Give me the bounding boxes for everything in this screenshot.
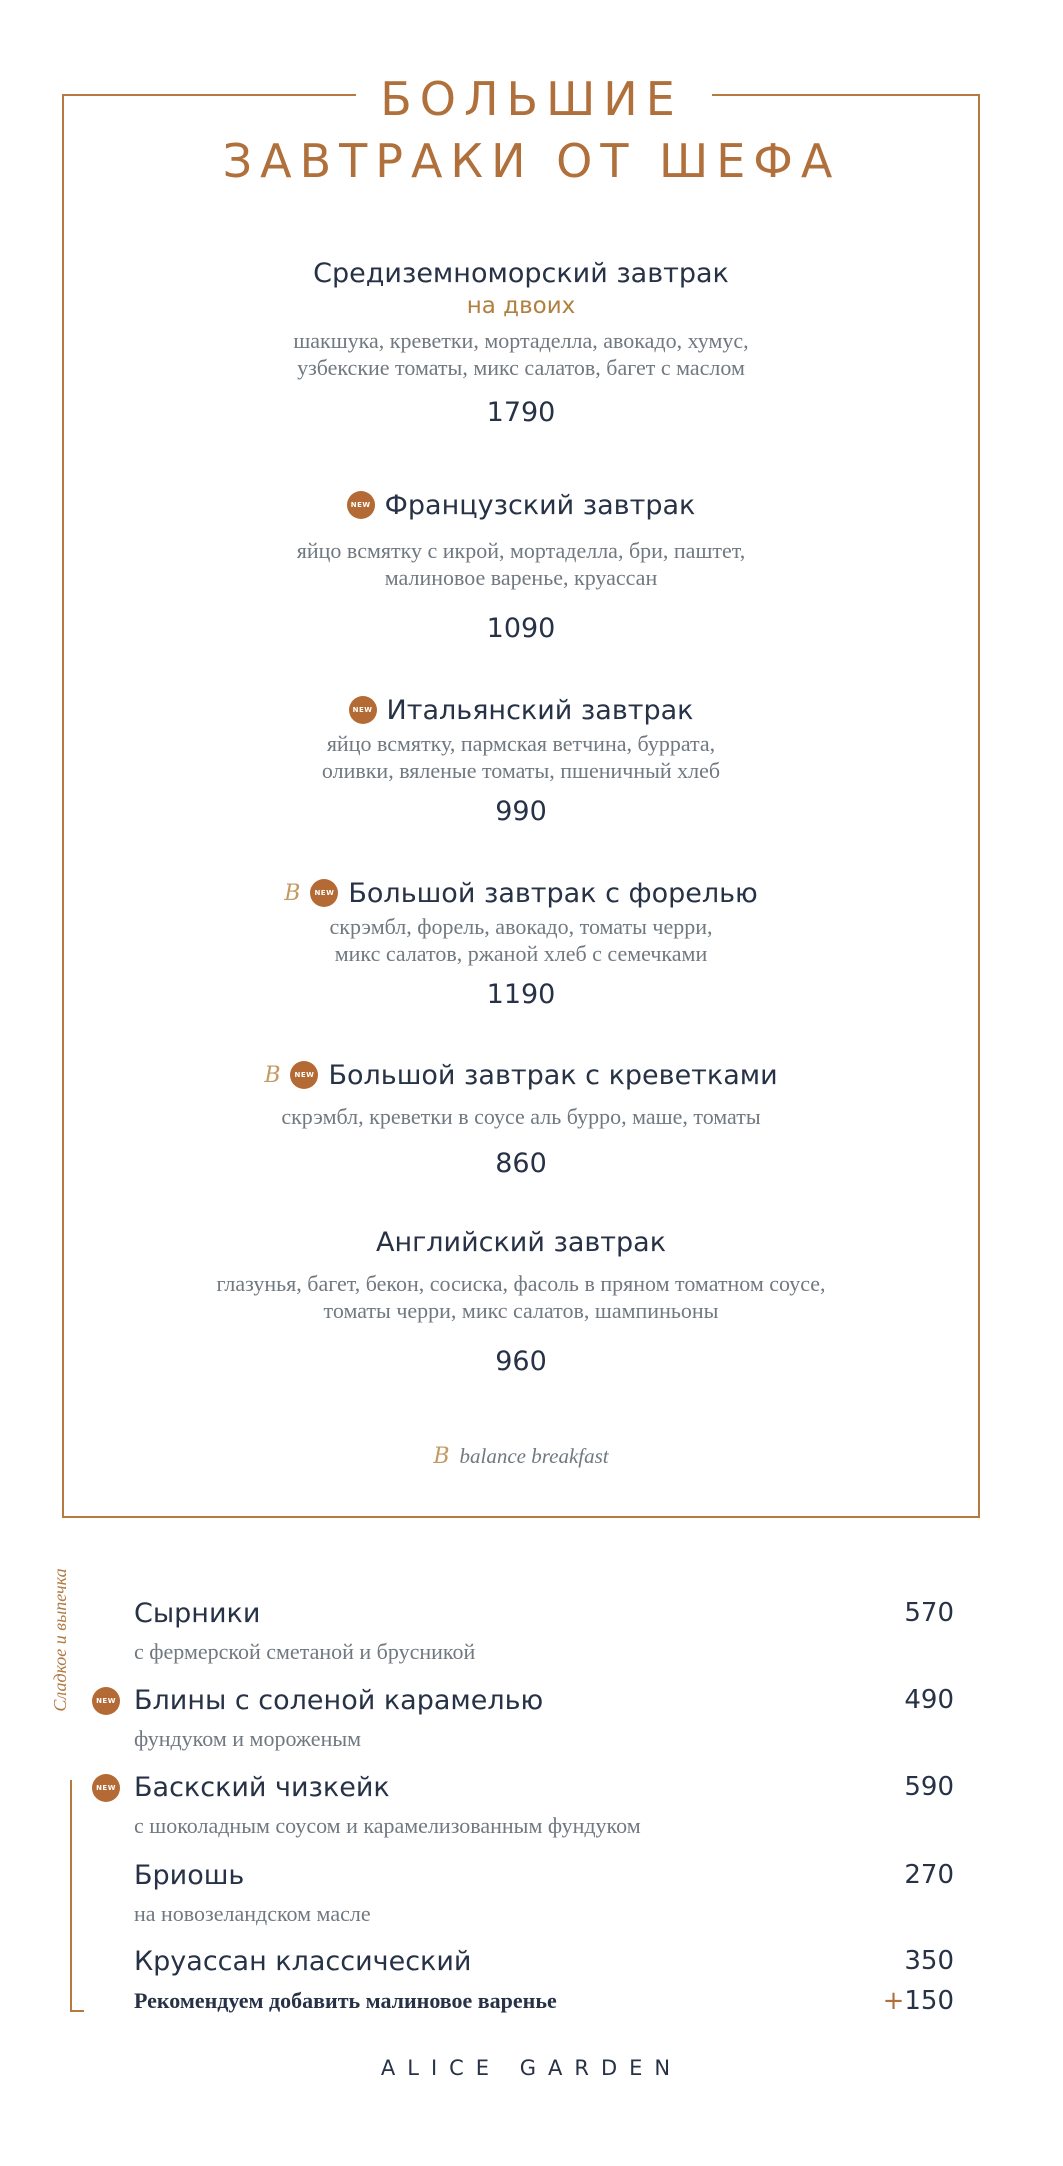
item-price: 590 (904, 1772, 954, 1802)
item-description: на новозеландском масле (134, 1901, 371, 1926)
item-price: 570 (904, 1598, 954, 1628)
item-description: фундуком и мороженым (134, 1726, 362, 1751)
new-badge-icon: NEW (290, 1061, 318, 1089)
section-line (70, 1780, 72, 2012)
menu-item-mediterranean (62, 255, 980, 428)
new-badge-icon: NEW (310, 879, 338, 907)
item-description-line2: томаты черри, микс салатов, шампиньоны (323, 1298, 719, 1323)
menu-item-trout (62, 875, 980, 1010)
item-description-line1: шакшука, креветки, мортаделла, авокадо, хумус, (293, 328, 749, 353)
list-item-brioche (134, 1860, 954, 1927)
menu-item-french (62, 487, 980, 644)
item-name: Сырники (134, 1598, 261, 1629)
new-badge-icon: NEW (347, 491, 375, 519)
item-name: Английский завтрак (375, 1226, 667, 1258)
item-name: Большой завтрак с креветками (328, 1059, 778, 1091)
item-name: Итальянский завтрак (386, 694, 694, 726)
item-price: 860 (495, 1148, 547, 1179)
legend-text: balance breakfast (459, 1444, 609, 1468)
menu-item-italian (62, 692, 980, 827)
item-description-line2: малиновое варенье, круассан (384, 565, 658, 590)
item-name: Бриошь (134, 1860, 245, 1891)
item-description-line1: яйцо всмятку, пармская ветчина, буррата, (326, 731, 716, 756)
recommendation (134, 1988, 954, 2014)
item-description-line1: скрэмбл, креветки в соусе аль бурро, маше, томаты (281, 1104, 761, 1129)
item-name: Средиземноморский завтрак (313, 257, 729, 289)
recommendation-price: +150 (882, 1986, 954, 2016)
item-price: 1790 (486, 397, 556, 428)
item-description-line2: микс салатов, ржаной хлеб с семечками (334, 941, 708, 966)
list-item-syrniki (134, 1598, 954, 1665)
item-description: с шоколадным соусом и карамелизованным фундуком (134, 1813, 641, 1838)
item-price: 350 (904, 1946, 954, 1976)
brand-logo: ALICE GARDEN (380, 2056, 683, 2080)
new-badge-icon: NEW (349, 696, 377, 724)
item-price: 270 (904, 1860, 954, 1890)
new-badge-icon: NEW (92, 1774, 120, 1802)
menu-item-english (62, 1224, 980, 1377)
item-name: Французский завтрак (384, 489, 696, 521)
legend (62, 1444, 980, 1469)
item-price: 1090 (486, 613, 556, 644)
recommendation-text: Рекомендуем добавить малиновое варенье (134, 1988, 557, 2013)
item-description-line2: оливки, вяленые томаты, пшеничный хлеб (321, 758, 721, 783)
item-price: 960 (495, 1346, 547, 1377)
item-subtitle: на двоих (466, 293, 576, 319)
item-description-line1: глазунья, багет, бекон, сосиска, фасоль в пряном томатном соусе, (216, 1271, 826, 1296)
item-description-line2: узбекские томаты, микс салатов, багет с маслом (297, 355, 745, 380)
new-badge-icon: NEW (92, 1687, 120, 1715)
balance-mark-icon: B (433, 1444, 450, 1469)
balance-mark-icon: B (284, 880, 301, 906)
page-title-line2: ЗАВТРАКИ ОТ ШЕФА (222, 134, 841, 188)
item-name: Блины с соленой карамелью (134, 1685, 544, 1716)
item-price: 490 (904, 1685, 954, 1715)
item-description-line1: скрэмбл, форель, авокадо, томаты черри, (329, 914, 713, 939)
list-item-cheesecake (96, 1772, 954, 1839)
item-description: с фермерской сметаной и брусникой (134, 1639, 476, 1664)
list-item-bliny (96, 1685, 954, 1752)
item-price: 990 (495, 796, 547, 827)
section-line-foot (70, 2010, 84, 2012)
balance-mark-icon: B (264, 1062, 281, 1088)
list-item-croissant (134, 1946, 954, 1977)
item-price: 1190 (486, 979, 556, 1010)
item-description-line1: яйцо всмятку с икрой, мортаделла, бри, паштет, (296, 538, 746, 563)
item-name: Большой завтрак с форелью (348, 877, 758, 909)
page-title-line1: БОЛЬШИЕ (380, 72, 683, 126)
item-name: Круассан классический (134, 1946, 472, 1977)
item-name: Баскский чизкейк (134, 1772, 390, 1803)
section-label: Сладкое и выпечка (50, 1568, 70, 1712)
menu-item-shrimp (62, 1057, 980, 1179)
